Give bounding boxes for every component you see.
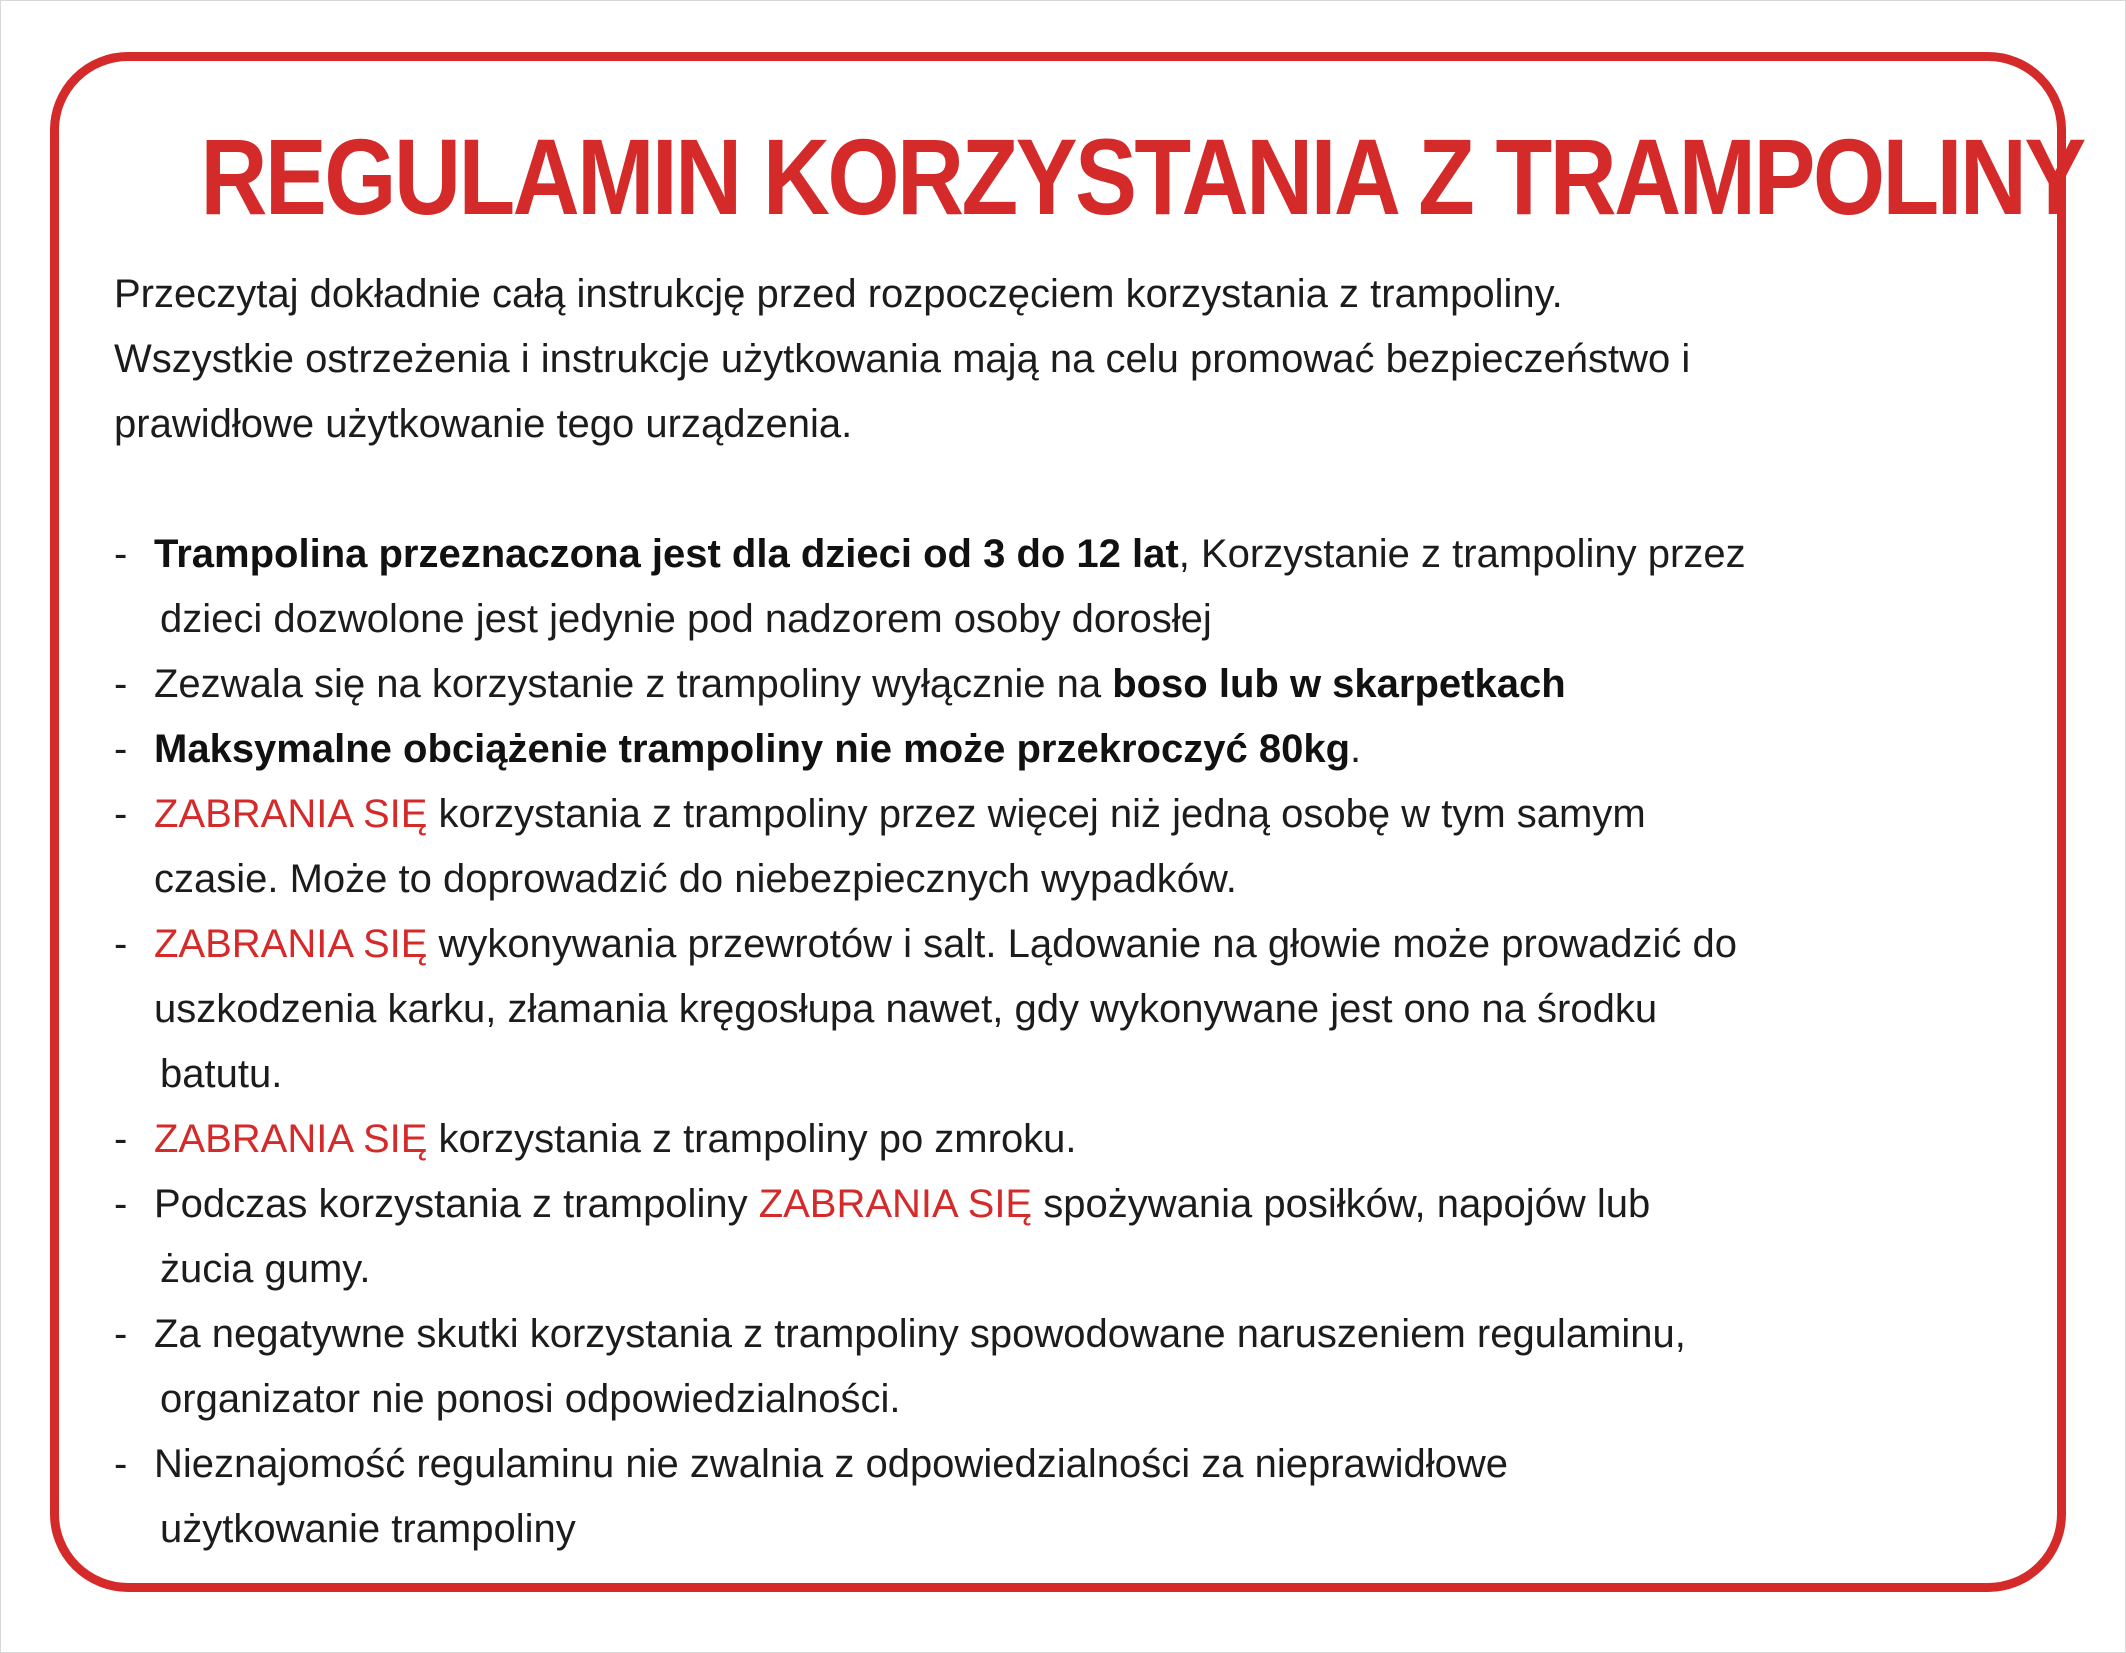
bullet-dash: -: [114, 1182, 128, 1226]
rule-text: Podczas korzystania z trampoliny: [154, 1182, 759, 1226]
sign-body: [114, 262, 2044, 1562]
rule-item-age: [114, 522, 2044, 652]
rule-text: .: [1350, 727, 1362, 771]
rule-item-liability: [114, 1302, 2044, 1432]
bullet-dash: -: [114, 1117, 128, 1161]
rule-line: Za negatywne skutki korzystania z trampoliny spowodowane naruszeniem regulaminu,: [154, 1312, 1686, 1356]
rule-line-continued: batutu.: [160, 1052, 283, 1096]
rule-line: [154, 782, 2044, 847]
bullet-dash: -: [114, 792, 128, 836]
rule-line: [154, 522, 2044, 587]
rule-line: [154, 1107, 2044, 1172]
bullet-dash: -: [114, 532, 128, 576]
rule-item-max-load: [114, 717, 2044, 782]
rule-item-food: [114, 1172, 2044, 1302]
sign-title: REGULAMIN KORZYSTANIA Z TRAMPOLINY: [200, 116, 2084, 237]
prohibition-label: ZABRANIA SIĘ: [154, 1117, 428, 1161]
bullet-dash: -: [114, 922, 128, 966]
rule-line-continued: żucia gumy.: [160, 1247, 371, 1291]
rule-item-one-person: [114, 782, 2044, 912]
rule-item-flips: [114, 912, 2044, 1107]
rule-line-continued: dzieci dozwolone jest jedynie pod nadzorem osoby dorosłej: [160, 597, 1212, 641]
rule-line: [154, 1172, 2044, 1237]
bullet-dash: -: [114, 1442, 128, 1486]
rule-item-ignorance: [114, 1432, 2044, 1562]
rule-line: [154, 717, 2044, 782]
rule-line-continued: uszkodzenia karku, złamania kręgosłupa nawet, gdy wykonywane jest ono na środku: [154, 987, 1658, 1031]
rule-line-continued: organizator nie ponosi odpowiedzialności.: [160, 1377, 901, 1421]
rule-text: spożywania posiłków, napojów lub: [1032, 1182, 1651, 1226]
rule-text: korzystania z trampoliny przez więcej niż jedną osobę w tym samym: [427, 792, 1646, 836]
rule-line: [154, 652, 2044, 717]
prohibition-label: ZABRANIA SIĘ: [154, 922, 428, 966]
rule-line: Nieznajomość regulaminu nie zwalnia z odpowiedzialności za nieprawidłowe: [154, 1442, 1509, 1486]
rule-bold-text: Trampolina przeznaczona jest dla dzieci od 3 do 12 lat: [154, 532, 1179, 576]
bullet-dash: -: [114, 727, 128, 771]
rule-bold-text: Maksymalne obciążenie trampoliny nie może przekroczyć 80kg: [154, 727, 1351, 771]
rule-text: wykonywania przewrotów i salt. Lądowanie na głowie może prowadzić do: [427, 922, 1737, 966]
intro-line-2: Wszystkie ostrzeżenia i instrukcje użytkowania mają na celu promować bezpieczeństwo i: [114, 337, 1691, 381]
intro-line-1: Przeczytaj dokładnie całą instrukcję przed rozpoczęciem korzystania z trampoliny.: [114, 272, 1563, 316]
rule-text: korzystania z trampoliny po zmroku.: [427, 1117, 1077, 1161]
rule-item-after-dark: [114, 1107, 2044, 1172]
rule-text: , Korzystanie z trampoliny przez: [1178, 532, 1746, 576]
prohibition-label: ZABRANIA SIĘ: [154, 792, 428, 836]
rule-bold-text: boso lub w skarpetkach: [1112, 662, 1566, 706]
rule-item-footwear: [114, 652, 2044, 717]
spacer: [114, 457, 2044, 522]
bullet-dash: -: [114, 1312, 128, 1356]
rule-text: Zezwala się na korzystanie z trampoliny wyłącznie na: [154, 662, 1113, 706]
prohibition-label: ZABRANIA SIĘ: [758, 1182, 1033, 1226]
rule-line: [154, 912, 2044, 977]
intro-line-3: prawidłowe użytkowanie tego urządzenia.: [114, 402, 853, 446]
rule-line-continued: użytkowanie trampoliny: [160, 1507, 576, 1551]
rule-line-continued: czasie. Może to doprowadzić do niebezpiecznych wypadków.: [154, 857, 1237, 901]
bullet-dash: -: [114, 662, 128, 706]
